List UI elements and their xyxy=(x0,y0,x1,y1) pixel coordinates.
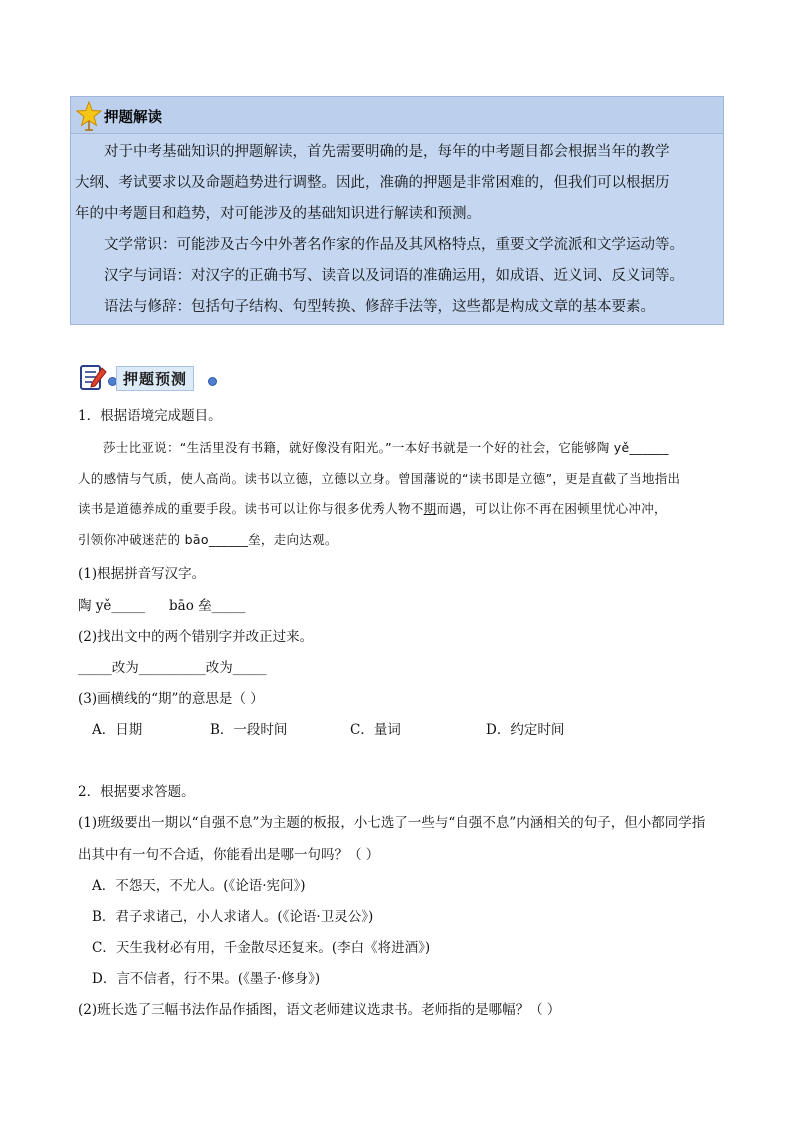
jiedu-para1-line3: 年的中考题目和趋势，对可能涉及的基础知识进行解读和预测。 xyxy=(75,206,481,222)
q1-sub1-blank-a: 陶 yě_____ xyxy=(78,598,146,614)
yati-jiedu-title: 押题解读 xyxy=(104,110,162,126)
q1-passage-line1: 莎士比亚说：“生活里没有书籍，就好像没有阳光。”一本好书就是一个好的社会，它能够陶 yě______ xyxy=(103,440,669,455)
q1-sub2: (2)找出文中的两个错别字并改正过来。 xyxy=(78,629,314,645)
q1-option-a[interactable]: A．日期 xyxy=(92,722,143,738)
q2-option-a[interactable]: A．不怨天，不尤人。(《论语·宪问》) xyxy=(92,878,306,894)
q1-passage-line3 xyxy=(78,499,667,517)
q2-sub1-line1: (1)班级要出一期以“自强不息”为主题的板报，小七选了一些与“自强不息”内涵相关的句子，但小都同学指 xyxy=(78,815,706,831)
yati-jiedu-body xyxy=(75,137,725,323)
underlined-qi: 期 xyxy=(423,501,437,516)
q1-sub2-blank-b: _____改为_____ xyxy=(172,660,267,676)
q1-stem: 1．根据语境完成题目。 xyxy=(78,408,222,424)
yati-yuce-title: 押题预测 xyxy=(116,366,194,391)
q1-passage-line4: 引领你冲破迷茫的 bāo______垒，走向达观。 xyxy=(78,532,338,547)
q2-option-b[interactable]: B．君子求诸己，小人求诸人。(《论语·卫灵公》) xyxy=(92,909,374,925)
jiedu-para1-line1: 对于中考基础知识的押题解读，首先需要明确的是，每年的中考题目都会根据当年的教学 xyxy=(104,144,670,160)
q1-option-b[interactable]: B．一段时间 xyxy=(210,722,288,738)
q1-passage-line2: 人的感情与气质，使人高尚。读书以立德，立德以立身。曾国藩说的“读书即是立德”，更是直截了当地指出 xyxy=(78,471,681,486)
q2-option-d[interactable]: D．言不信者，行不果。(《墨子·修身》) xyxy=(92,971,321,987)
notebook-pen-icon xyxy=(78,362,108,392)
jiedu-para3: 汉字与词语：对汉字的正确书写、读音以及词语的准确运用，如成语、近义词、反义词等。 xyxy=(104,268,684,284)
q2-option-c[interactable]: C．天生我材必有用，千金散尽还复来。(李白《将进酒》) xyxy=(92,940,431,956)
jiedu-para4: 语法与修辞：包括句子结构、句型转换、修辞手法等，这些都是构成文章的基本要素。 xyxy=(104,299,655,315)
jiedu-para2: 文学常识：可能涉及古今中外著名作家的作品及其风格特点，重要文学流派和文学运动等。 xyxy=(104,237,684,253)
yati-jiedu-box xyxy=(70,96,724,325)
q1-option-d[interactable]: D．约定时间 xyxy=(486,722,565,738)
star-icon xyxy=(76,101,102,131)
q1-sub2-blank-a: _____改为_____ xyxy=(78,660,173,676)
q2-sub2: (2)班长选了三幅书法作品作插图，语文老师建议选隶书。老师指的是哪幅？（ ） xyxy=(78,1002,561,1018)
q1-sub1: (1)根据拼音写汉字。 xyxy=(78,566,206,582)
q2-sub1-line2: 出其中有一句不合适，你能看出是哪一句吗？（ ） xyxy=(78,847,380,863)
dot-icon xyxy=(208,377,217,386)
q1-passage-line3b: 而遇，可以让你不再在困顿里忧心冲冲， xyxy=(436,501,667,516)
yati-jiedu-header xyxy=(71,97,723,134)
q1-passage-line3a: 读书是道德养成的重要手段。读书可以让你与很多优秀人物不 xyxy=(78,501,424,516)
q1-sub1-blank-b: bāo 垒_____ xyxy=(169,598,246,614)
q1-option-c[interactable]: C．量词 xyxy=(350,722,401,738)
q2-stem: 2．根据要求答题。 xyxy=(78,784,195,800)
q1-sub3: (3)画横线的“期”的意思是（ ） xyxy=(78,691,264,707)
yati-yuce-heading xyxy=(78,362,238,392)
jiedu-para1-line2: 大纲、考试要求以及命题趋势进行调整。因此，准确的押题是非常困难的，但我们可以根据历 xyxy=(75,175,670,191)
